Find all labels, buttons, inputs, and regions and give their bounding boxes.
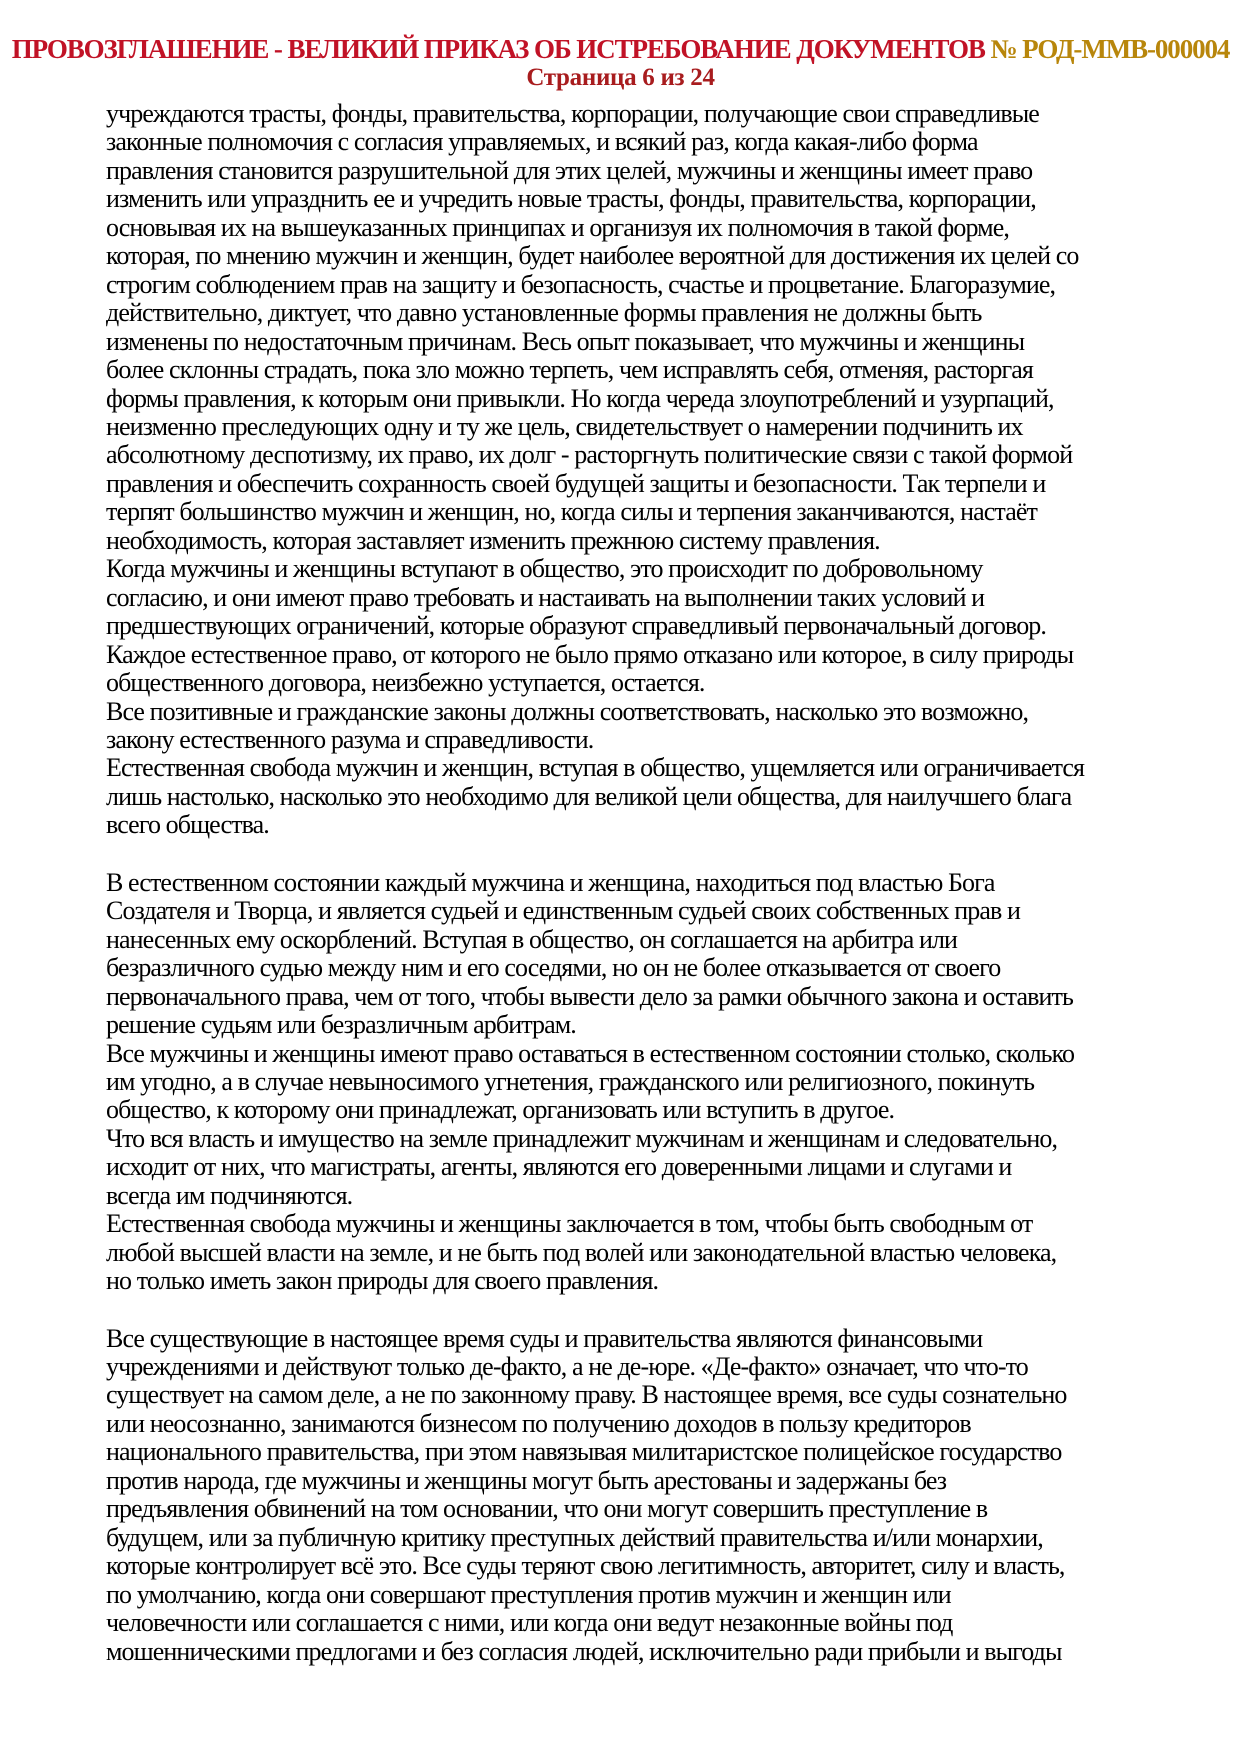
text-line: Создателя и Творца, и является судьей и единственным судьей своих собственных прав и bbox=[106, 896, 1021, 926]
text-line: Что вся власть и имущество на земле принадлежит мужчинам и женщинам и следовательно, bbox=[106, 1123, 1058, 1153]
text-line: общественного договора, неизбежно уступается, остается. bbox=[106, 668, 705, 698]
paragraph-spacer bbox=[106, 1296, 1141, 1325]
text-line: действительно, диктует, что давно установленные формы правления не должны быть bbox=[106, 298, 982, 328]
text-line: неизменно преследующих одну и ту же цель, свидетельствует о намерении подчинить их bbox=[106, 411, 1023, 441]
text-line: Каждое естественное право, от которого не было прямо отказано или которое, в силу природы bbox=[106, 639, 1074, 669]
document-body bbox=[106, 100, 1141, 1666]
text-line: предъявления обвинений на том основании, что они могут совершить преступление в bbox=[106, 1494, 988, 1524]
text-line: Все существующие в настоящее время суды и правительства являются финансовыми bbox=[106, 1323, 983, 1353]
text-line: всего общества. bbox=[106, 810, 269, 840]
text-line: строгим соблюдением прав на защиту и безопасность, счастье и процветание. Благоразумие, bbox=[106, 269, 1056, 299]
document-title-line bbox=[0, 34, 1241, 64]
text-line: формы правления, к которым они привыкли. Но когда череда злоупотреблений и узурпаций, bbox=[106, 383, 1054, 413]
document-number: № РОД-ММВ-000004 bbox=[990, 34, 1230, 64]
text-line: национального правительства, при этом навязывая милитаристское полицейское государство bbox=[106, 1437, 1062, 1467]
text-line: существует на самом деле, а не по законному праву. В настоящее время, все суды сознательно bbox=[106, 1380, 1067, 1410]
text-line: закону естественного разума и справедливости. bbox=[106, 724, 594, 754]
text-line: терпят большинство мужчин и женщин, но, когда силы и терпения заканчиваются, настаёт bbox=[106, 497, 1037, 527]
paragraph bbox=[106, 1125, 1141, 1210]
text-line: им угодно, а в случае невыносимого угнетения, гражданского или религиозного, покинуть bbox=[106, 1066, 1035, 1096]
paragraph bbox=[106, 100, 1141, 555]
text-line: которая, по мнению мужчин и женщин, будет наиболее вероятной для достижения их целей со bbox=[106, 241, 1079, 271]
text-line: которые контролирует всё это. Все суды теряют свою легитимность, авторитет, силу и власть, bbox=[106, 1551, 1065, 1581]
text-line: абсолютному деспотизму, их право, их долг - расторгнуть политические связи с такой формой bbox=[106, 440, 1073, 470]
text-line: законные полномочия с согласия управляемых, и всякий раз, когда какая-либо форма bbox=[106, 127, 978, 157]
text-line: Естественная свобода мужчины и женщины заключается в том, чтобы быть свободным от bbox=[106, 1209, 1033, 1239]
text-line: против народа, где мужчины и женщины могут быть арестованы и задержаны без bbox=[106, 1465, 947, 1495]
text-line: Естественная свобода мужчин и женщин, вступая в общество, ущемляется или ограничивается bbox=[106, 753, 1085, 783]
text-line: лишь настолько, насколько это необходимо для великой цели общества, для наилучшего блага bbox=[106, 781, 1072, 811]
text-line: нанесенных ему оскорблений. Вступая в общество, он соглашается на арбитра или bbox=[106, 924, 958, 954]
document-header bbox=[0, 0, 1241, 91]
text-line: по умолчанию, когда они совершают преступления против мужчин и женщин или bbox=[106, 1579, 951, 1609]
text-line: учреждениями и действуют только де-факто, а не де-юре. «Де-факто» означает, что что-то bbox=[106, 1352, 1028, 1382]
document-title: ПРОВОЗГЛАШЕНИЕ - ВЕЛИКИЙ ПРИКАЗ ОБ ИСТРЕБОВАНИЕ ДОКУМЕНТОВ bbox=[11, 34, 985, 64]
paragraph bbox=[106, 1040, 1141, 1125]
text-line: или неосознанно, занимаются бизнесом по получению доходов в пользу кредиторов bbox=[106, 1408, 971, 1438]
paragraph bbox=[106, 754, 1141, 839]
text-line: любой высшей власти на земле, и не быть под волей или законодательной властью человека, bbox=[106, 1237, 1057, 1267]
text-line: безразличного судью между ним и его соседями, но он не более отказывается от своего bbox=[106, 953, 1001, 983]
paragraph bbox=[106, 555, 1141, 640]
text-line: всегда им подчиняются. bbox=[106, 1180, 353, 1210]
text-line: но только иметь закон природы для своего правления. bbox=[106, 1266, 659, 1296]
text-line: необходимость, которая заставляет изменить прежнюю систему правления. bbox=[106, 525, 880, 555]
paragraph-spacer bbox=[106, 840, 1141, 869]
paragraph bbox=[106, 698, 1141, 755]
text-line: будущем, или за публичную критику преступных действий правительства и/или монархии, bbox=[106, 1522, 1043, 1552]
paragraph bbox=[106, 641, 1141, 698]
text-line: согласию, и они имеют право требовать и настаивать на выполнении таких условий и bbox=[106, 582, 985, 612]
paragraph bbox=[106, 1210, 1141, 1295]
text-line: мошенническими предлогами и без согласия людей, исключительно ради прибыли и выгоды bbox=[106, 1636, 1062, 1666]
text-line: правления становится разрушительной для этих целей, мужчины и женщины имеет право bbox=[106, 155, 1033, 185]
text-line: учреждаются трасты, фонды, правительства, корпорации, получающие свои справедливые bbox=[106, 99, 1039, 128]
text-line: основывая их на вышеуказанных принципах и организуя их полномочия в такой форме, bbox=[106, 212, 1009, 242]
text-line: решение судьям или безразличным арбитрам. bbox=[106, 1010, 576, 1040]
text-line: правления и обеспечить сохранность своей будущей защиты и безопасности. Так терпели и bbox=[106, 468, 1046, 498]
text-line: первоначального права, чем от того, чтобы вывести дело за рамки обычного закона и оставить bbox=[106, 981, 1073, 1011]
text-line: Все позитивные и гражданские законы должны соответствовать, насколько это возможно, bbox=[106, 696, 1029, 726]
text-line: изменить или упразднить ее и учредить новые трасты, фонды, правительства, корпорации, bbox=[106, 184, 1036, 214]
text-line: более склонны страдать, пока зло можно терпеть, чем исправлять себя, отменяя, расторгая bbox=[106, 355, 1033, 385]
paragraph bbox=[106, 869, 1141, 1040]
text-line: исходит от них, что магистраты, агенты, являются его доверенными лицами и слугами и bbox=[106, 1152, 1012, 1182]
text-line: предшествующих ограничений, которые образуют справедливый первоначальный договор. bbox=[106, 611, 1046, 641]
text-line: В естественном состоянии каждый мужчина и женщина, находиться под властью Бога bbox=[106, 867, 995, 897]
text-line: общество, к которому они принадлежат, организовать или вступить в другое. bbox=[106, 1095, 895, 1125]
text-line: Когда мужчины и женщины вступают в общество, это происходит по добровольному bbox=[106, 554, 983, 584]
page-indicator: Страница 6 из 24 bbox=[526, 64, 715, 91]
text-line: Все мужчины и женщины имеют право оставаться в естественном состоянии столько, сколько bbox=[106, 1038, 1075, 1068]
text-line: человечности или соглашается с ними, или когда они ведут незаконные войны под bbox=[106, 1608, 953, 1638]
paragraph bbox=[106, 1325, 1141, 1666]
text-line: изменены по недостаточным причинам. Весь опыт показывает, что мужчины и женщины bbox=[106, 326, 1025, 356]
